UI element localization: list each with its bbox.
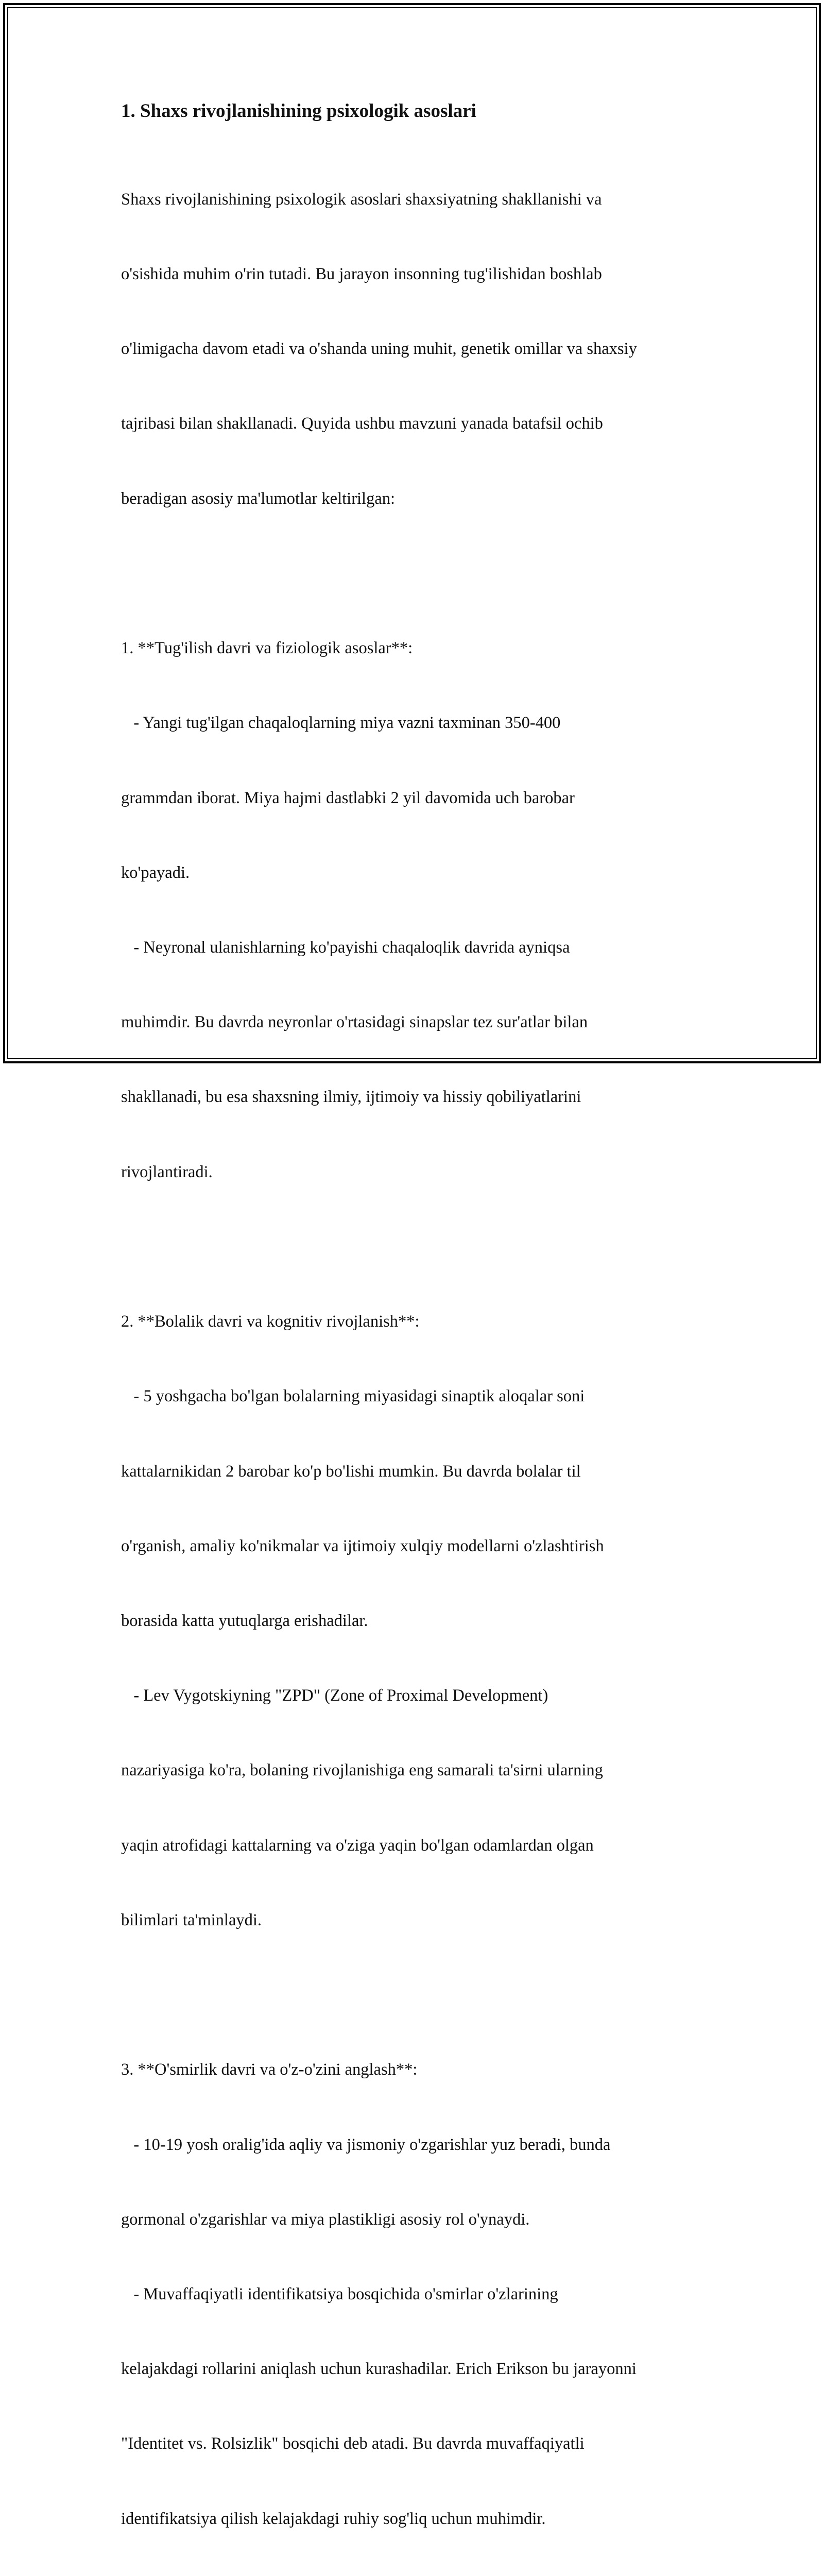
text-line: o'limigacha davom etadi va o'shanda uning muhit, genetik omillar va shaxsiy xyxy=(121,340,637,359)
text-line: shakllanadi, bu esa shaxsning ilmiy, ijtimoiy va hissiy qobiliyatlarini xyxy=(121,1088,581,1107)
blank-line xyxy=(121,1982,713,2007)
document-title: 1. Shaxs rivojlanishining psixologik asoslari xyxy=(121,100,476,122)
section-heading-3: 3. **O'smirlik davri va o'z-o'zini anglash**: xyxy=(121,2060,418,2079)
text-line: bilimlari ta'minlaydi. xyxy=(121,1910,262,1929)
text-line: yaqin atrofidagi kattalarning va o'ziga yaqin bo'lgan odamlardan olgan xyxy=(121,1836,594,1855)
blank-line xyxy=(121,561,713,586)
section-heading-2: 2. **Bolalik davri va kognitiv rivojlanish**: xyxy=(121,1312,420,1331)
text-line: Shaxs rivojlanishining psixologik asoslari shaxsiyatning shakllanishi va xyxy=(121,190,602,209)
text-line: gormonal o'zgarishlar va miya plastikligi asosiy rol o'ynaydi. xyxy=(121,2210,530,2229)
text-line: nazariyasiga ko'ra, bolaning rivojlanishiga eng samarali ta'sirni ularning xyxy=(121,1761,603,1780)
document-body xyxy=(121,137,713,2576)
text-line: borasida katta yutuqlarga erishadilar. xyxy=(121,1611,368,1630)
text-line: tajribasi bilan shakllanadi. Quyida ushbu mavzuni yanada batafsil ochib xyxy=(121,414,603,433)
text-line: kattalarnikidan 2 barobar ko'p bo'lishi mumkin. Bu davrda bolalar til xyxy=(121,1462,581,1481)
text-line: - Lev Vygotskiyning "ZPD" (Zone of Proximal Development) xyxy=(121,1686,548,1705)
document-page xyxy=(121,97,713,2576)
text-line: ko'payadi. xyxy=(121,863,190,882)
text-line: - 10-19 yosh oralig'ida aqliy va jismoniy o'zgarishlar yuz beradi, bunda xyxy=(121,2135,611,2154)
text-line: o'sishida muhim o'rin tutadi. Bu jarayon insonning tug'ilishidan boshlab xyxy=(121,265,602,284)
text-line: o'rganish, amaliy ko'nikmalar va ijtimoiy xulqiy modellarni o'zlashtirish xyxy=(121,1536,604,1555)
text-line: muhimdir. Bu davrda neyronlar o'rtasidagi sinapslar tez sur'atlar bilan xyxy=(121,1013,588,1032)
text-line: identifikatsiya qilish kelajakdagi ruhiy sog'liq uchun muhimdir. xyxy=(121,2509,546,2528)
text-line: - Yangi tug'ilgan chaqaloqlarning miya vazni taxminan 350-400 xyxy=(121,714,561,733)
text-line: - 5 yoshgacha bo'lgan bolalarning miyasidagi sinaptik aloqalar soni xyxy=(121,1387,585,1406)
text-line: grammdan iborat. Miya hajmi dastlabki 2 yil davomida uch barobar xyxy=(121,788,575,807)
section-heading-1: 1. **Tug'ilish davri va fiziologik asoslar**: xyxy=(121,639,413,658)
text-line: rivojlantiradi. xyxy=(121,1162,213,1181)
text-line: kelajakdagi rollarini aniqlash uchun kurashadilar. Erich Erikson bu jarayonni xyxy=(121,2360,637,2379)
text-line: - Muvaffaqiyatli identifikatsiya bosqichida o'smirlar o'zlarining xyxy=(121,2284,558,2303)
text-line: - Neyronal ulanishlarning ko'payishi chaqaloqlik davrida ayniqsa xyxy=(121,938,570,957)
text-line: "Identitet vs. Rolsizlik" bosqichi deb atadi. Bu davrda muvaffaqiyatli xyxy=(121,2434,585,2453)
blank-line xyxy=(121,1234,713,1259)
text-line: beradigan asosiy ma'lumotlar keltirilgan: xyxy=(121,489,396,508)
